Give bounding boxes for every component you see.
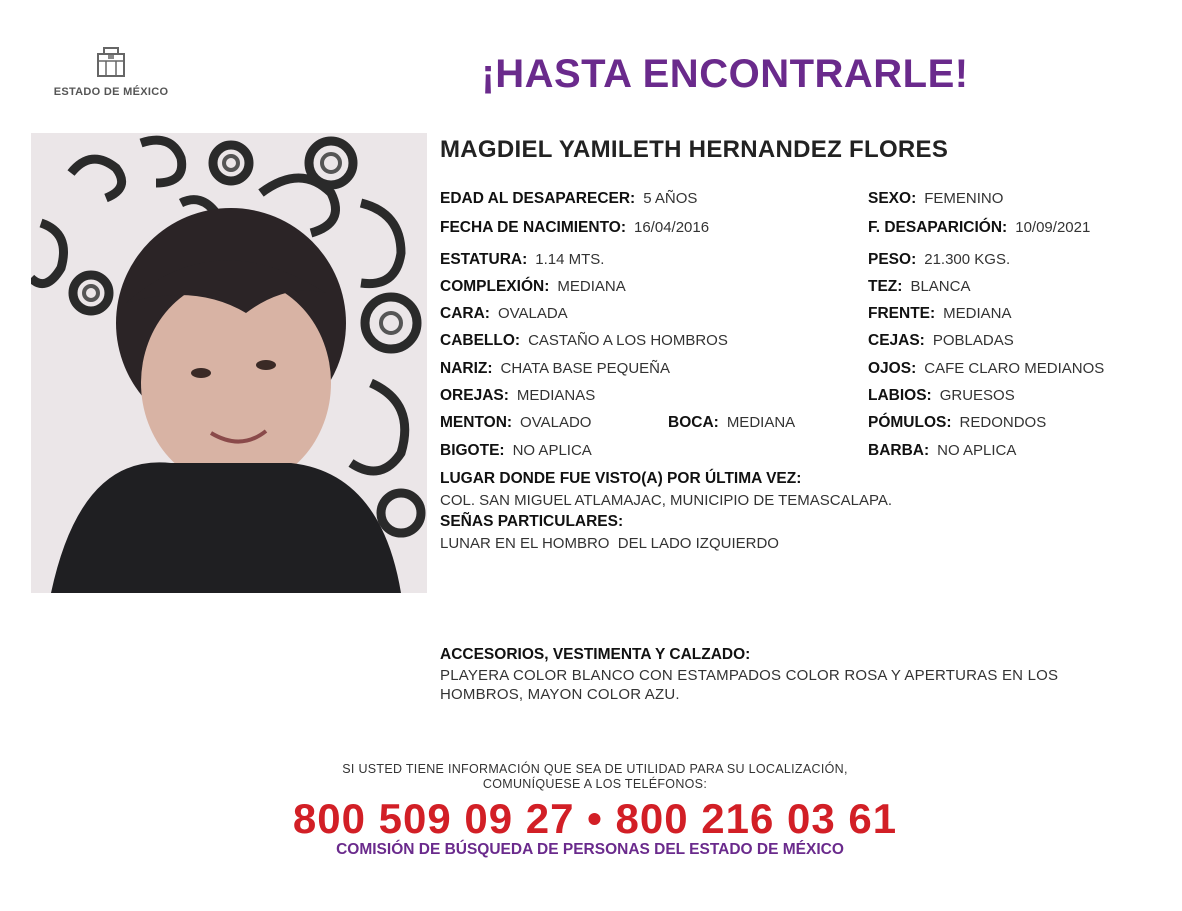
field-nacimiento: [440, 219, 709, 237]
value: BLANCA: [910, 278, 971, 295]
label: OJOS:: [868, 360, 917, 377]
coat-of-arms-icon: [95, 46, 127, 80]
field-pomulos: [868, 414, 1046, 432]
phone-separator: •: [587, 795, 603, 842]
value: 21.300 KGS.: [924, 251, 1011, 268]
label: PESO:: [868, 251, 917, 268]
field-cara: [440, 305, 568, 323]
field-frente: [868, 305, 1012, 323]
contact-info-line1: SI USTED TIENE INFORMACIÓN QUE SEA DE UTILIDAD PARA SU LOCALIZACIÓN,: [342, 762, 848, 776]
label: FRENTE:: [868, 305, 936, 322]
headline: ¡HASTA ENCONTRARLE!: [481, 52, 969, 96]
field-complexion: [440, 278, 626, 296]
label: BARBA:: [868, 442, 930, 459]
field-peso: [868, 251, 1010, 269]
phone-2[interactable]: 800 216 03 61: [615, 795, 898, 842]
field-cabello: [440, 332, 728, 350]
label: BIGOTE:: [440, 442, 505, 459]
contact-info-line2: COMUNÍQUESE A LOS TELÉFONOS:: [482, 777, 708, 791]
field-estatura: [440, 251, 604, 269]
label: TEZ:: [868, 278, 903, 295]
value: POBLADAS: [932, 332, 1014, 349]
marks-label: SEÑAS PARTICULARES:: [440, 513, 624, 530]
label: CARA:: [440, 305, 490, 322]
field-desaparicion: [868, 219, 1090, 237]
label: PÓMULOS:: [868, 414, 952, 431]
field-labios: [868, 387, 1015, 405]
value: CHATA BASE PEQUEÑA: [500, 360, 671, 377]
field-ojos: [868, 360, 1104, 378]
value: GRUESOS: [939, 387, 1015, 404]
value: CASTAÑO A LOS HOMBROS: [528, 332, 728, 349]
missing-person-photo: [31, 133, 427, 593]
accessories-label: ACCESORIOS, VESTIMENTA Y CALZADO:: [440, 646, 751, 663]
value: 16/04/2016: [634, 219, 710, 236]
label: ESTATURA:: [440, 251, 528, 268]
last-seen-label: LUGAR DONDE FUE VISTO(A) POR ÚLTIMA VEZ:: [440, 470, 802, 487]
field-orejas: [440, 387, 595, 405]
label: OREJAS:: [440, 387, 509, 404]
label: F. DESAPARICIÓN:: [868, 219, 1008, 236]
field-boca: [668, 414, 795, 432]
field-tez: [868, 278, 970, 296]
value: OVALADA: [497, 305, 568, 322]
field-edad: [440, 190, 697, 208]
value: MEDIANAS: [516, 387, 596, 404]
value: NO APLICA: [937, 442, 1017, 459]
label: LABIOS:: [868, 387, 932, 404]
field-cejas: [868, 332, 1014, 350]
accessories-value: PLAYERA COLOR BLANCO CON ESTAMPADOS COLOR ROSA Y APERTURAS EN LOS HOMBROS, MAYON COLOR AZU.: [440, 667, 1059, 703]
value: 1.14 MTS.: [535, 251, 605, 268]
phone-1[interactable]: 800 509 09 27: [292, 795, 575, 842]
value: 10/09/2021: [1015, 219, 1091, 236]
label: EDAD AL DESAPARECER:: [440, 190, 636, 207]
field-bigote: [440, 442, 592, 460]
value: 5 AÑOS: [643, 190, 698, 207]
commission-footer: COMISIÓN DE BÚSQUEDA DE PERSONAS DEL ESTADO DE MÉXICO: [336, 841, 844, 858]
value: MEDIANA: [726, 414, 796, 431]
value: CAFE CLARO MEDIANOS: [924, 360, 1105, 377]
label: MENTON:: [440, 414, 513, 431]
label: NARIZ:: [440, 360, 493, 377]
estado-de-mexico-logo: [52, 46, 170, 98]
value: MEDIANA: [943, 305, 1012, 322]
value: REDONDOS: [959, 414, 1047, 431]
value: MEDIANA: [557, 278, 626, 295]
value: NO APLICA: [512, 442, 592, 459]
field-sexo: [868, 190, 1003, 208]
marks-value: LUNAR EN EL HOMBRO DEL LADO IZQUIERDO: [440, 535, 779, 552]
person-name: MAGDIEL YAMILETH HERNANDEZ FLORES: [440, 136, 949, 163]
field-barba: [868, 442, 1016, 460]
last-seen-value: COL. SAN MIGUEL ATLAMAJAC, MUNICIPIO DE TEMASCALAPA.: [440, 492, 893, 509]
field-nariz: [440, 360, 670, 378]
value: FEMENINO: [924, 190, 1004, 207]
phone-numbers: [200, 795, 990, 843]
field-menton: [440, 414, 591, 432]
label: CEJAS:: [868, 332, 925, 349]
logo-text: ESTADO DE MÉXICO: [53, 86, 169, 98]
label: BOCA:: [668, 414, 719, 431]
label: FECHA DE NACIMIENTO:: [440, 219, 626, 236]
label: COMPLEXIÓN:: [440, 278, 550, 295]
label: CABELLO:: [440, 332, 521, 349]
label: SEXO:: [868, 190, 917, 207]
value: OVALADO: [520, 414, 592, 431]
contact-info-text: [300, 762, 890, 792]
